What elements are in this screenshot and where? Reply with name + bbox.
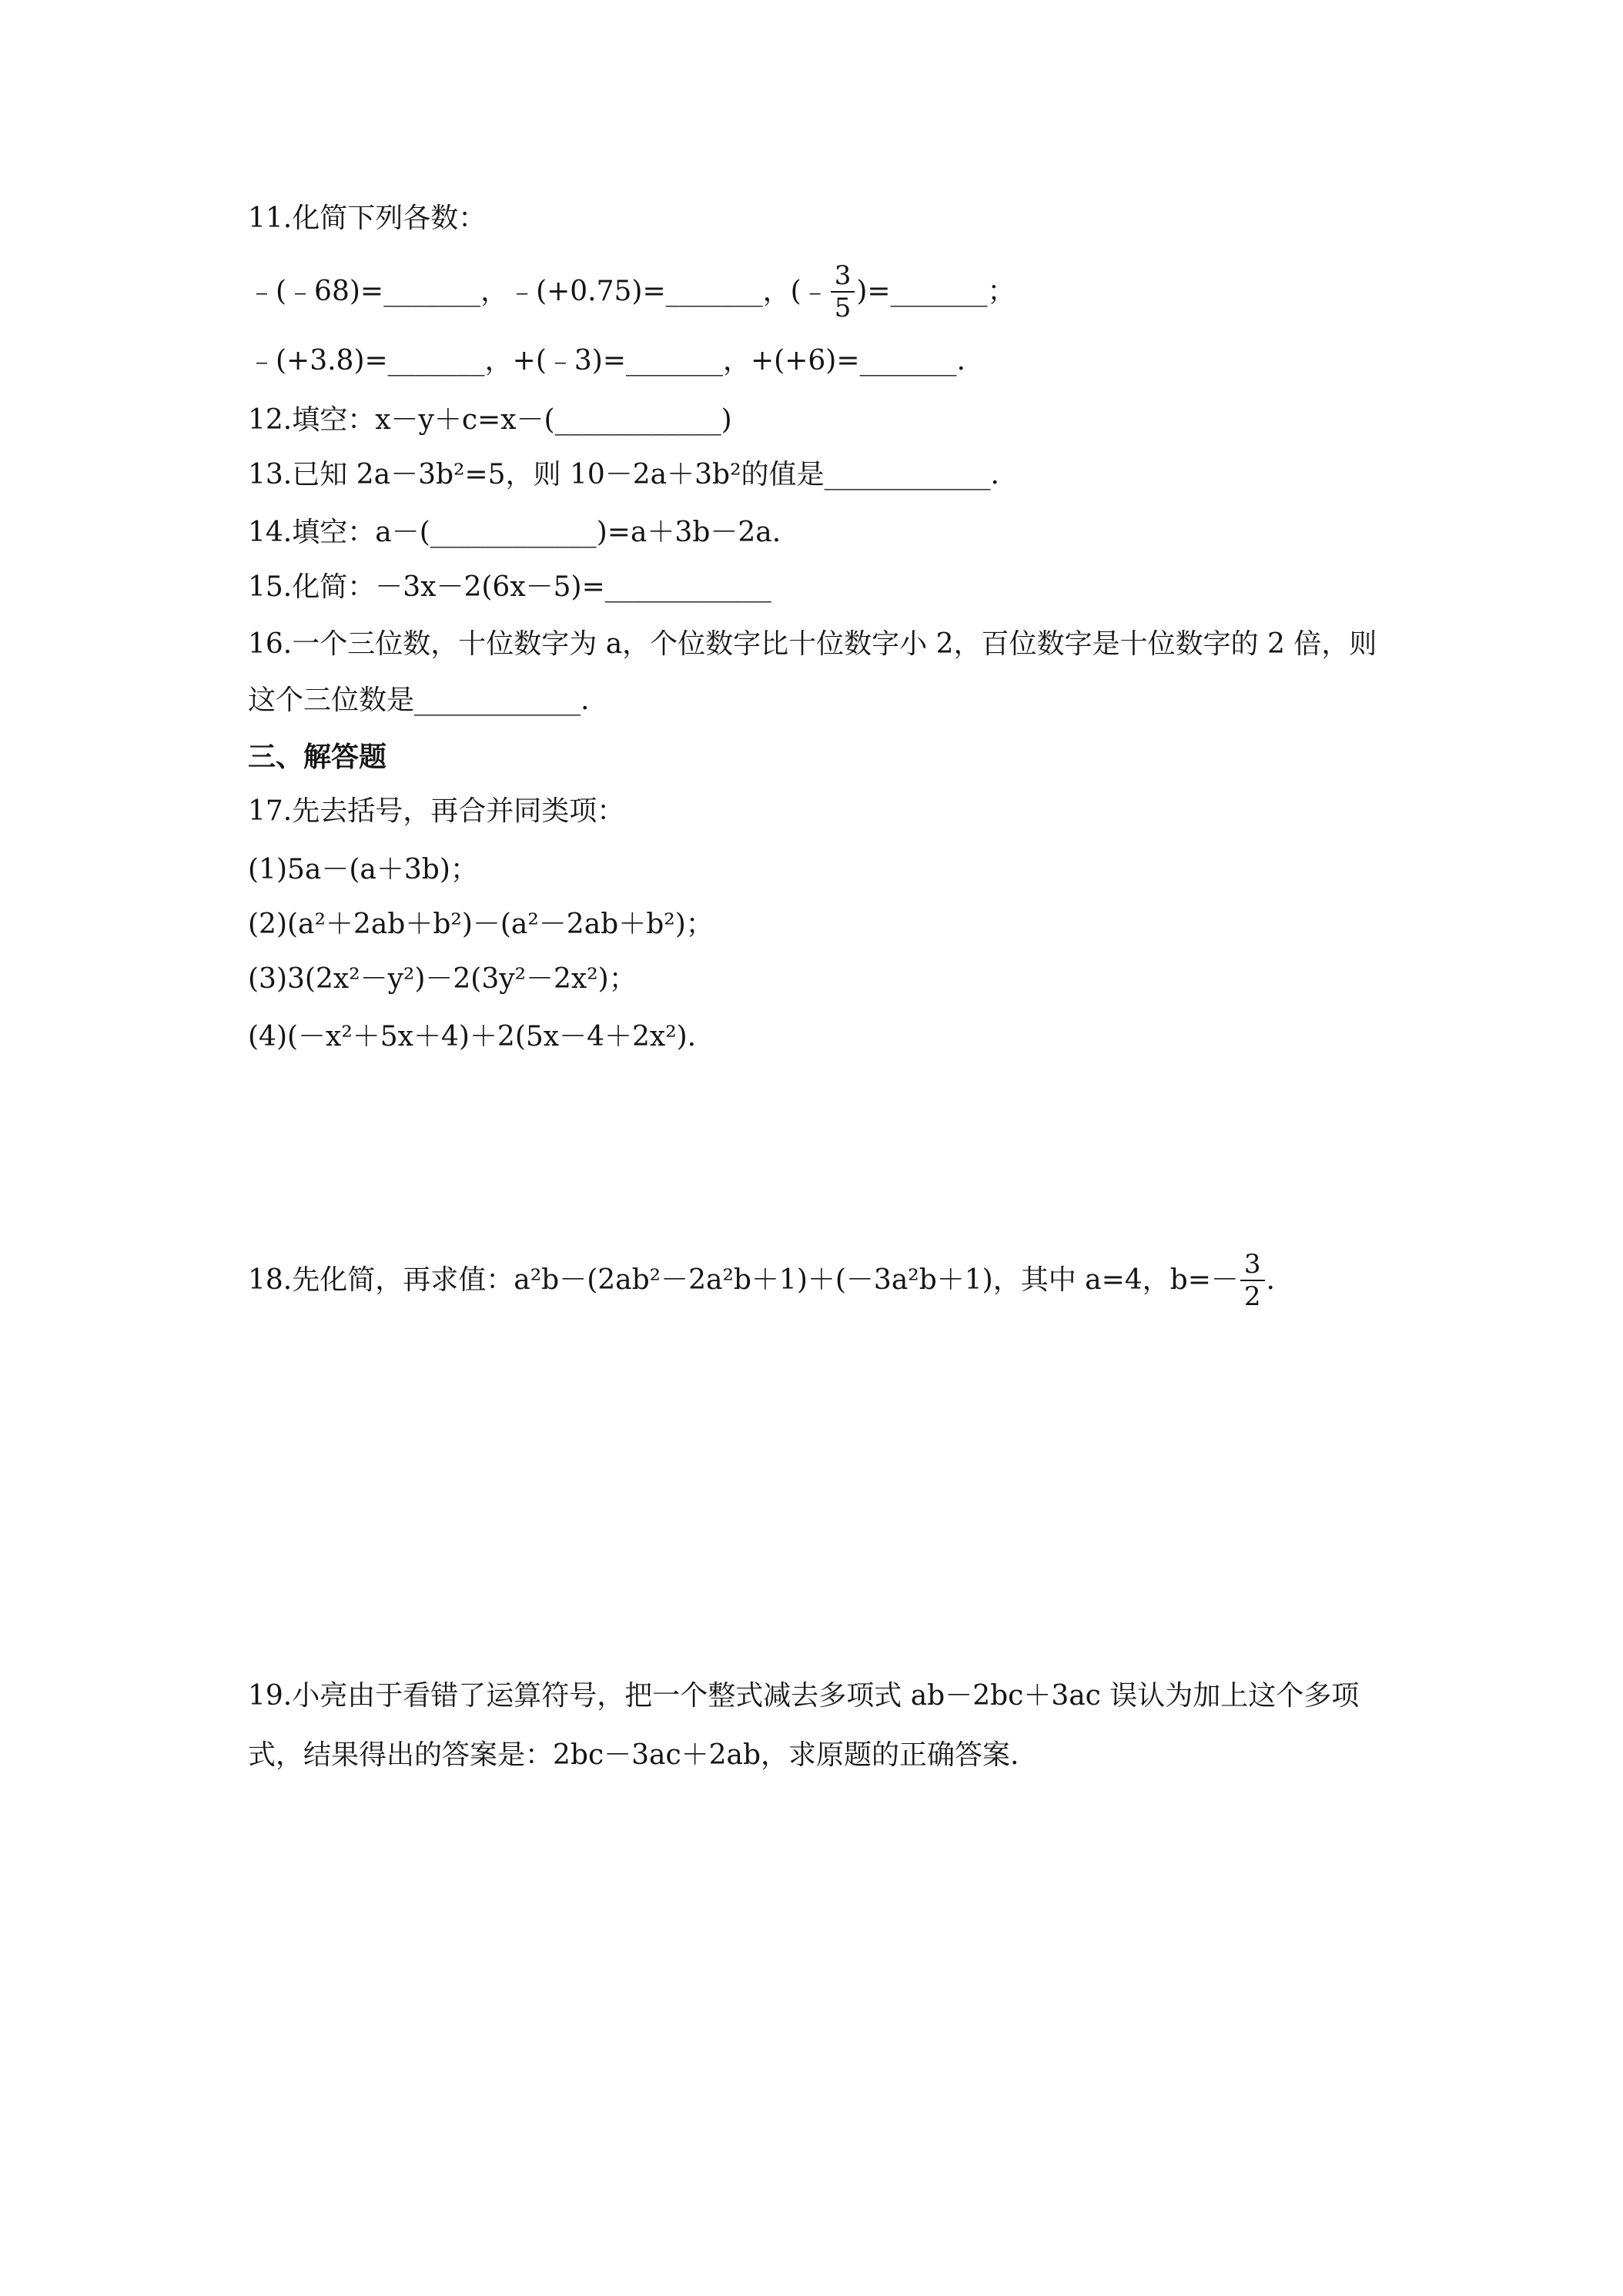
q11-row1-text-end: )=_______； bbox=[856, 276, 1016, 307]
q15-text: 15.化简：－3x－2(6x－5)=____________ bbox=[248, 571, 771, 603]
q18-row bbox=[248, 1246, 1275, 1315]
q11-row2: ﹣(+3.8)=_______，+(﹣3)=_______，+(+6)=_______. bbox=[248, 345, 965, 377]
q17-part-1: (1)5a－(a＋3b)； bbox=[248, 854, 478, 885]
q17-part-2: (2)(a²＋2ab＋b²)－(a²－2ab＋b²)； bbox=[248, 909, 714, 940]
fraction-denominator: 2 bbox=[1243, 1281, 1261, 1312]
q12-text: 12.填空：x－y＋c=x－(____________) bbox=[248, 404, 732, 436]
q16-text-line2: 这个三位数是____________. bbox=[248, 684, 590, 716]
q18-text-start: 18.先化简，再求值：a²b－(2ab²－2a²b＋1)＋(－3a²b＋1)，其中 a=4，b=－ bbox=[248, 1264, 1239, 1296]
section-heading: 三、解答题 bbox=[248, 741, 387, 773]
q19-text-line1: 19.小亮由于看错了运算符号，把一个整式减去多项式 ab－2bc＋3ac 误认为加上这个多项 bbox=[248, 1680, 1360, 1712]
q11-row1 bbox=[248, 257, 1016, 326]
q18-text-end: . bbox=[1266, 1264, 1275, 1296]
q16-text-line1: 16.一个三位数，十位数字为 a，个位数字比十位数字小 2，百位数字是十位数字的 2 倍，则 bbox=[248, 628, 1377, 660]
q14-text: 14.填空：a－(____________)=a＋3b－2a. bbox=[248, 517, 781, 548]
q11-title: 11.化简下列各数： bbox=[248, 202, 487, 234]
fraction-numerator: 3 bbox=[831, 261, 855, 293]
fraction-denominator: 5 bbox=[834, 293, 852, 323]
q17-part-3: (3)3(2x²－y²)－2(3y²－2x²)； bbox=[248, 963, 637, 995]
q13-text: 13.已知 2a－3b²=5，则 10－2a＋3b²的值是____________. bbox=[248, 459, 999, 490]
q17-part-4: (4)(－x²＋5x＋4)＋2(5x－4＋2x²). bbox=[248, 1021, 697, 1053]
q18-fraction bbox=[1240, 1250, 1265, 1311]
fraction-numerator: 3 bbox=[1240, 1250, 1265, 1281]
q19-text-line2: 式，结果得出的答案是：2bc－3ac＋2ab，求原题的正确答案. bbox=[248, 1739, 1019, 1771]
q11-row1-text-start: ﹣(﹣68)=_______，﹣(+0.75)=_______，(﹣ bbox=[248, 276, 829, 307]
q11-fraction bbox=[831, 261, 855, 323]
q17-title: 17.先去括号，再合并同类项： bbox=[248, 795, 625, 827]
